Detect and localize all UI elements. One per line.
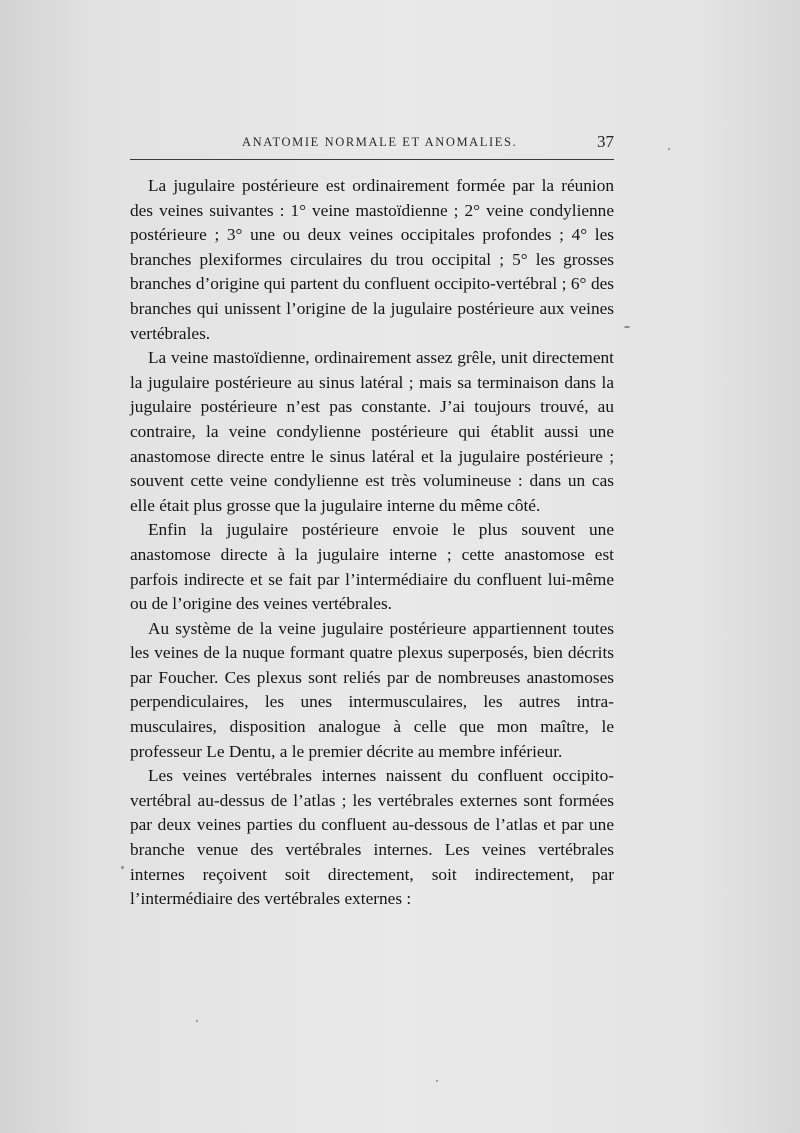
paragraph-4: Au système de la veine jugulaire postérieure appartiennent toutes les veines de la nuque formant quatre plexus superposés, bien décrits par Foucher. Ces plexus sont reliés par de nombreuses anastomoses perpendiculaires, les unes intermusculaires, les autres intra-musculaires, disposition analogue à celle que mon maître, le professeur Le Dentu, a le premier décrite au membre inférieur. — [130, 618, 614, 761]
paragraph-1: La jugulaire postérieure est ordinairement formée par la réunion des veines suivantes : 1° veine mastoïdienne ; 2° veine condylienne postérieure ; 3° une ou deux veines occipitales profondes ; 4° les branches plexiformes circulaires du trou occipital ; 5° les grosses branches d’origine qui partent du confluent occipito-vertébral ; 6° des branches qui unissent l’origine de la jugulaire postérieure aux veines vertébrales. — [130, 176, 614, 343]
body-text — [130, 174, 614, 912]
speck — [624, 326, 630, 328]
header-rule — [130, 159, 614, 160]
paragraph-5: Les veines vertébrales internes naissent du confluent occipito-vertébral au-dessus de l’atlas ; les vertébrales externes sont formées par deux veines parties du confluent au-dessous de l’atlas et par une branche venue des vertébrales internes. Les veines vertébrales internes reçoivent soit directement, soit indirectement, par l’intermédiaire des vertébrales externes : — [130, 766, 614, 909]
speck — [668, 148, 670, 150]
paragraph-3: Enfin la jugulaire postérieure envoie le plus souvent une anastomose directe à la jugulaire interne ; cette anastomose est parfois indirecte et se fait par l’intermédiaire du confluent lui-même ou de l’origine des veines vertébrales. — [130, 520, 614, 614]
page-number: 37 — [597, 132, 614, 151]
speck — [121, 866, 124, 869]
running-header — [130, 132, 614, 154]
speck — [436, 1080, 438, 1082]
paragraph-2: La veine mastoïdienne, ordinairement assez grêle, unit directement la jugulaire postérieure au sinus latéral ; mais sa terminaison dans la jugulaire postérieure n’est pas constante. J’ai toujours trouvé, au contraire, la veine condylienne postérieure qui établit aussi une anastomose directe entre le sinus latéral et la jugulaire postérieure ; souvent cette veine condylienne est très volumineuse : dans un cas elle était plus grosse que la jugulaire interne du même côté. — [130, 348, 614, 515]
running-title: ANATOMIE NORMALE ET ANOMALIES. — [242, 135, 518, 149]
speck — [196, 1020, 198, 1022]
